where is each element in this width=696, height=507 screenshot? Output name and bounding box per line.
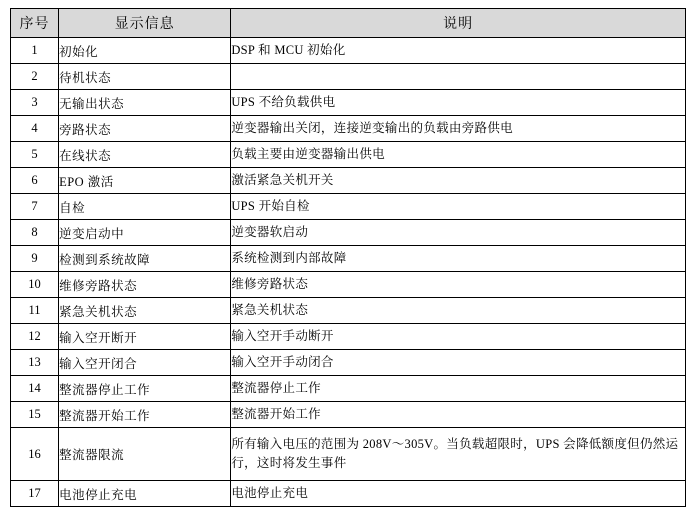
table-row	[11, 116, 686, 142]
cell-description: DSP 和 MCU 初始化	[231, 38, 686, 64]
table-row	[11, 298, 686, 324]
cell-description: 激活紧急关机开关	[231, 168, 686, 194]
cell-description: 逆变器软启动	[231, 220, 686, 246]
cell-display-info: 旁路状态	[59, 116, 231, 142]
cell-display-info: 整流器限流	[59, 428, 231, 481]
table-row	[11, 481, 686, 507]
cell-display-info: 整流器开始工作	[59, 402, 231, 428]
cell-sequence-number: 11	[11, 298, 59, 324]
table-row	[11, 324, 686, 350]
cell-description: UPS 开始自检	[231, 194, 686, 220]
column-header-no: 序号	[11, 9, 59, 38]
cell-display-info: 在线状态	[59, 142, 231, 168]
cell-display-info: EPO 激活	[59, 168, 231, 194]
cell-description: 维修旁路状态	[231, 272, 686, 298]
cell-sequence-number: 16	[11, 428, 59, 481]
cell-sequence-number: 14	[11, 376, 59, 402]
cell-sequence-number: 6	[11, 168, 59, 194]
cell-display-info: 无输出状态	[59, 90, 231, 116]
table-row	[11, 38, 686, 64]
cell-sequence-number: 15	[11, 402, 59, 428]
cell-description: 所有输入电压的范围为 208V～305V。当负载超限时，UPS 会降低额度但仍然运行，这时将发生事件	[231, 428, 686, 481]
table-row	[11, 194, 686, 220]
cell-display-info: 检测到系统故障	[59, 246, 231, 272]
cell-display-info: 自检	[59, 194, 231, 220]
table-header-row	[11, 9, 686, 38]
cell-sequence-number: 2	[11, 64, 59, 90]
cell-display-info: 紧急关机状态	[59, 298, 231, 324]
cell-sequence-number: 8	[11, 220, 59, 246]
cell-description: 系统检测到内部故障	[231, 246, 686, 272]
cell-display-info: 维修旁路状态	[59, 272, 231, 298]
cell-sequence-number: 17	[11, 481, 59, 507]
table-row	[11, 220, 686, 246]
cell-description: 输入空开手动断开	[231, 324, 686, 350]
cell-description: 逆变器输出关闭，连接逆变输出的负载由旁路供电	[231, 116, 686, 142]
cell-description: 紧急关机状态	[231, 298, 686, 324]
table-row	[11, 246, 686, 272]
cell-display-info: 输入空开闭合	[59, 350, 231, 376]
cell-display-info: 逆变启动中	[59, 220, 231, 246]
cell-display-info: 待机状态	[59, 64, 231, 90]
column-header-desc: 说明	[231, 9, 686, 38]
cell-display-info: 整流器停止工作	[59, 376, 231, 402]
cell-sequence-number: 7	[11, 194, 59, 220]
table-row	[11, 428, 686, 481]
cell-sequence-number: 5	[11, 142, 59, 168]
cell-display-info: 初始化	[59, 38, 231, 64]
cell-description: 负载主要由逆变器输出供电	[231, 142, 686, 168]
cell-description	[231, 64, 686, 90]
cell-sequence-number: 9	[11, 246, 59, 272]
table-body	[11, 38, 686, 507]
cell-description: 输入空开手动闭合	[231, 350, 686, 376]
table-row	[11, 142, 686, 168]
column-header-info: 显示信息	[59, 9, 231, 38]
table-row	[11, 168, 686, 194]
table-header	[11, 9, 686, 38]
cell-sequence-number: 10	[11, 272, 59, 298]
table-row	[11, 90, 686, 116]
cell-sequence-number: 1	[11, 38, 59, 64]
cell-description: 整流器停止工作	[231, 376, 686, 402]
cell-description: 整流器开始工作	[231, 402, 686, 428]
status-information-table	[10, 8, 686, 507]
cell-sequence-number: 13	[11, 350, 59, 376]
cell-sequence-number: 12	[11, 324, 59, 350]
cell-display-info: 输入空开断开	[59, 324, 231, 350]
table-row	[11, 64, 686, 90]
table-row	[11, 376, 686, 402]
cell-display-info: 电池停止充电	[59, 481, 231, 507]
cell-sequence-number: 4	[11, 116, 59, 142]
table-row	[11, 272, 686, 298]
table-row	[11, 402, 686, 428]
table-row	[11, 350, 686, 376]
cell-sequence-number: 3	[11, 90, 59, 116]
cell-description: 电池停止充电	[231, 481, 686, 507]
cell-description: UPS 不给负载供电	[231, 90, 686, 116]
